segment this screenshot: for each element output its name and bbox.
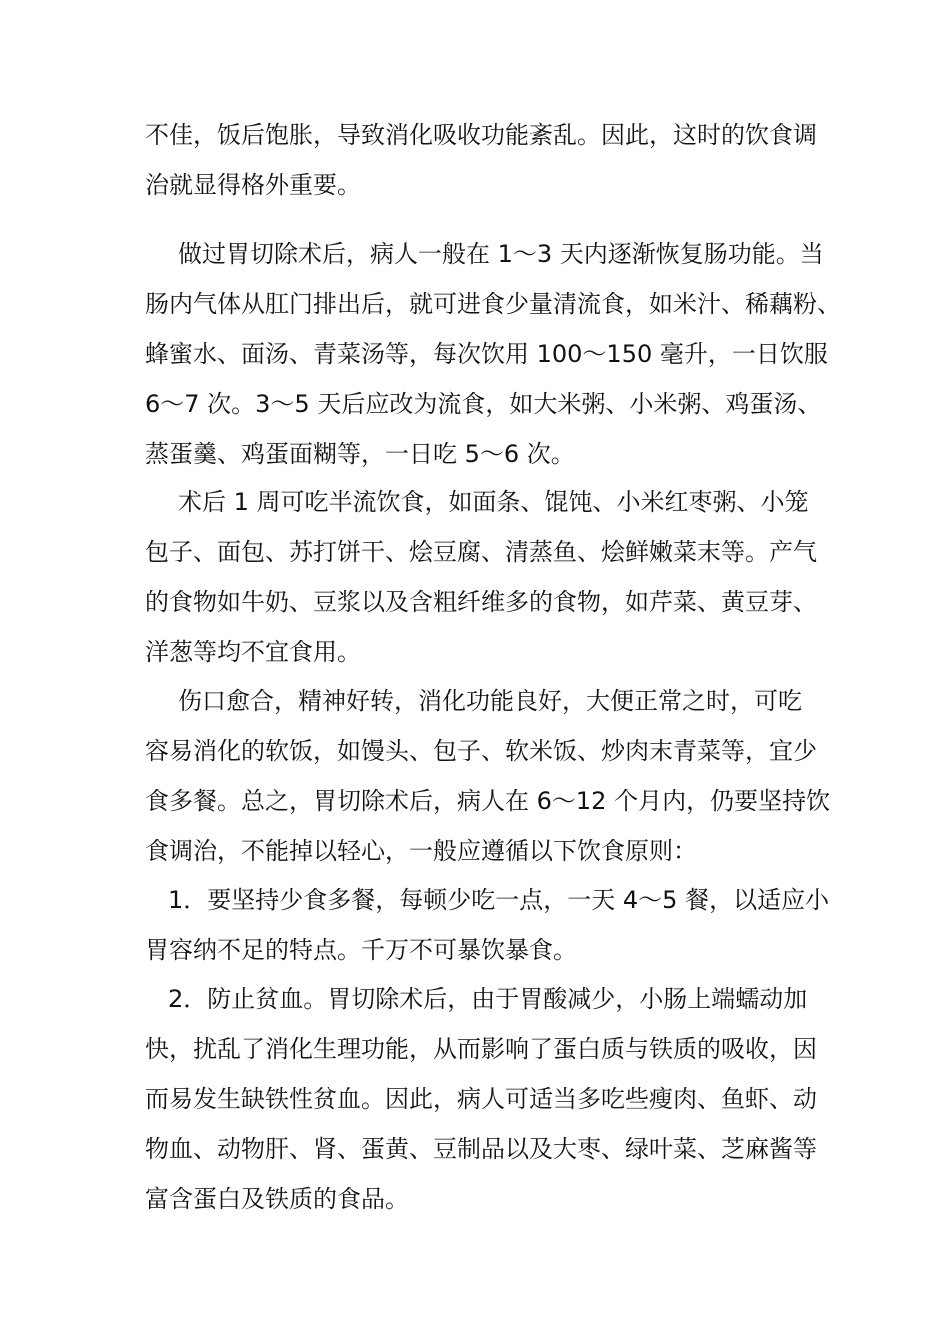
paragraph-start-line: 伤口愈合，精神好转，消化功能良好，大便正常之时，可吃 <box>178 687 802 715</box>
text-line: 洋葱等均不宜食用。 <box>145 638 361 666</box>
text-line: 肠内气体从肛门排出后，就可进食少量清流食，如米汁、稀藕粉、 <box>145 290 841 318</box>
text-line: 物血、动物肝、肾、蛋黄、豆制品以及大枣、绿叶菜、芝麻酱等 <box>145 1135 817 1163</box>
paragraph-start-line: 术后 1 周可吃半流饮食，如面条、馄饨、小米红枣粥、小笼 <box>178 488 809 516</box>
text-line: 6～7 次。3～5 天后应改为流食，如大米粥、小米粥、鸡蛋汤、 <box>145 390 822 418</box>
text-line: 富含蛋白及铁质的食品。 <box>145 1185 409 1213</box>
text-line: 容易消化的软饭，如馒头、包子、软米饭、炒肉末青菜等，宜少 <box>145 737 817 765</box>
list-item-1: 1．要坚持少食多餐，每顿少吃一点，一天 4～5 餐，以适应小 <box>168 886 830 914</box>
text-line: 蒸蛋羹、鸡蛋面糊等，一日吃 5～6 次。 <box>145 440 575 468</box>
text-line: 快，扰乱了消化生理功能，从而影响了蛋白质与铁质的吸收，因 <box>145 1035 817 1063</box>
text-line: 不佳，饭后饱胀，导致消化吸收功能紊乱。因此，这时的饮食调 <box>145 121 817 149</box>
text-line: 而易发生缺铁性贫血。因此，病人可适当多吃些瘦肉、鱼虾、动 <box>145 1085 817 1113</box>
text-line: 食多餐。总之，胃切除术后，病人在 6～12 个月内，仍要坚持饮 <box>145 787 831 815</box>
paragraph-start-line: 做过胃切除术后，病人一般在 1～3 天内逐渐恢复肠功能。当 <box>178 240 824 268</box>
text-line: 胃容纳不足的特点。千万不可暴饮暴食。 <box>145 936 577 964</box>
text-line: 的食物如牛奶、豆浆以及含粗纤维多的食物，如芹菜、黄豆芽、 <box>145 588 817 616</box>
text-line: 包子、面包、苏打饼干、烩豆腐、清蒸鱼、烩鲜嫩菜末等。产气 <box>145 538 817 566</box>
text-line: 治就显得格外重要。 <box>145 171 361 199</box>
text-line: 蜂蜜水、面汤、青菜汤等，每次饮用 100～150 毫升，一日饮服 <box>145 340 828 368</box>
text-line: 食调治，不能掉以轻心，一般应遵循以下饮食原则： <box>145 837 697 865</box>
list-item-2: 2．防止贫血。胃切除术后，由于胃酸减少，小肠上端蠕动加 <box>168 985 808 1013</box>
